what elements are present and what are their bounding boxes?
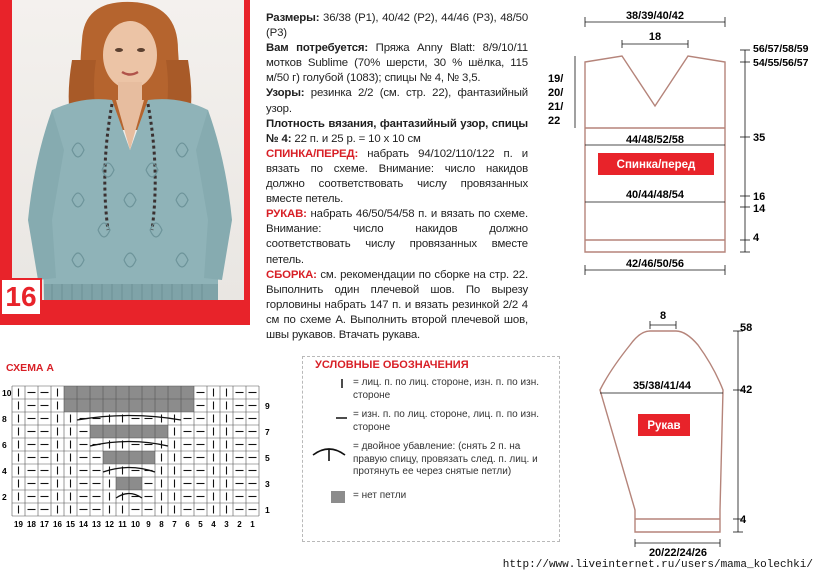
no-stitch-cell [116, 399, 129, 412]
no-stitch-cell [142, 399, 155, 412]
assembly-paragraph [266, 268, 528, 343]
assembly-text: см. рекомендации по сборке на стр. 22. Выполнить один плечевой шов. По вырезу горловины набрать 147 п. и вязать резинкой 2/2 4 см по схеме А. Выполнить второй плечевой шов, швы рукавов. Втачать рукава. [266, 268, 528, 341]
no-stitch-cell [129, 399, 142, 412]
sizes-label: Размеры: [266, 12, 320, 24]
column-label: 16 [53, 520, 62, 529]
no-stitch-cell [64, 386, 77, 399]
no-stitch-cell [129, 477, 142, 490]
no-stitch-cell [116, 451, 129, 464]
sleeve-rib-height-label: 4 [740, 514, 747, 526]
neck-depth-label-1: 19/ [548, 73, 564, 85]
row-label-right: 7 [265, 427, 270, 437]
instructions-text [266, 11, 528, 343]
column-label: 15 [66, 520, 75, 529]
armhole-height-label: 35 [753, 132, 766, 144]
neck-depth-label-3: 21/ [548, 101, 564, 113]
neck-depth-label-4: 22 [548, 115, 561, 127]
no-stitch-cell [142, 386, 155, 399]
row-label-right: 5 [265, 453, 270, 463]
legend-item-purl [309, 409, 559, 437]
shoulder-height-1-label: 56/57/58/59 [753, 43, 809, 55]
knit-stitch-icon [309, 377, 347, 401]
patterns-label: Узоры: [266, 87, 305, 100]
scheme-title: СХЕМА А [6, 362, 55, 374]
legend-text-purl: = изн. п. по лиц. стороне, лиц. п. по изн. стороне [353, 409, 539, 433]
photo-block [0, 0, 250, 325]
no-stitch-cell [155, 386, 168, 399]
density-paragraph [266, 117, 528, 147]
sleeve-total-height-label: 58 [740, 322, 753, 334]
column-label: 14 [79, 520, 88, 529]
sizes-paragraph [266, 11, 528, 41]
no-stitch-cell [90, 386, 103, 399]
row-label-left: 2 [2, 492, 7, 502]
no-stitch-cell [168, 386, 181, 399]
sizes-text: 36/38 (Р1), 40/42 (Р2), 44/46 (Р3), 48/50 (Р3) [266, 12, 528, 40]
row-label-right: 1 [265, 505, 270, 515]
no-stitch-cell [103, 399, 116, 412]
sleeve-paragraph [266, 207, 528, 267]
sleeve-upper-width-label: 35/38/41/44 [632, 380, 692, 392]
mark-16-label: 16 [753, 191, 766, 203]
column-label: 18 [27, 520, 36, 529]
no-stitch-cell [129, 386, 142, 399]
column-label: 10 [131, 520, 140, 529]
materials-text: Пряжа Anny Blatt: 8/9/10/11 мотков Sublime (70% шерсти, 30 % шёлка, 115 м/50 г) голубой (1083); спицы № 4, № 3,5. [266, 42, 528, 85]
sleeve-cap-top-label: 8 [659, 310, 667, 322]
scheme-a-chart [0, 356, 290, 536]
sleeve-label: РУКАВ: [266, 208, 307, 221]
no-stitch-cell [168, 399, 181, 412]
sleeve-label: Рукав [647, 420, 681, 432]
column-label: 4 [211, 520, 216, 529]
back-front-label: СПИНКА/ПЕРЕД: [266, 147, 359, 160]
materials-label: Вам потребуется: [266, 42, 369, 55]
no-stitch-cell [116, 386, 129, 399]
column-label: 17 [40, 520, 49, 529]
back-front-paragraph [266, 147, 528, 207]
legend-item-decrease [309, 441, 559, 483]
column-label: 12 [105, 520, 114, 529]
column-label: 5 [198, 520, 203, 529]
row-label-right: 9 [265, 401, 270, 411]
no-stitch-cell [64, 399, 77, 412]
legend-title: УСЛОВНЫЕ ОБОЗНАЧЕНИЯ [315, 359, 469, 371]
no-stitch-cell [77, 399, 90, 412]
patterns-text: резинка 2/2 (см. стр. 22), фантазийный узор. [266, 87, 528, 115]
legend-item-no-stitch [309, 490, 559, 508]
column-label: 2 [237, 520, 242, 529]
neck-depth-label-2: 20/ [548, 87, 564, 99]
top-width-label: 38/39/40/42 [625, 10, 685, 22]
waist-width-label: 40/44/48/54 [625, 189, 685, 201]
column-label: 19 [14, 520, 23, 529]
purl-stitch-icon [309, 409, 347, 433]
back-front-schematic [540, 0, 817, 290]
no-stitch-cell [90, 399, 103, 412]
no-stitch-cell [142, 425, 155, 438]
body-rib-height-label: 4 [753, 232, 760, 244]
back-front-text: набрать 94/102/110/122 п. и вязать по схеме. Внимание: число накидов должно соответствовать числу провязанных вместе петель. [266, 147, 528, 206]
assembly-label: СБОРКА: [266, 268, 317, 281]
no-stitch-icon [309, 490, 347, 514]
row-label-left: 8 [2, 414, 7, 424]
legend-text-decrease: = двойное убавление: (снять 2 п. на правую спицу, провязать след. п. лиц. и протянуть ее через снятые петли) [353, 441, 538, 477]
row-label-right: 3 [265, 479, 270, 489]
no-stitch-cell [155, 425, 168, 438]
row-label-left: 10 [2, 388, 12, 398]
column-label: 3 [224, 520, 229, 529]
no-stitch-cell [181, 386, 194, 399]
column-label: 6 [185, 520, 190, 529]
density-label: Плотность вязания, фантазийный узор, спицы № 4: [266, 117, 528, 145]
sleeve-cap-mark-label: 42 [740, 384, 753, 396]
legend-text-no-stitch: = нет петли [353, 490, 407, 501]
model-illustration [12, 0, 244, 300]
no-stitch-cell [103, 386, 116, 399]
source-url: http://www.liveinternet.ru/users/mama_kolechki/ [502, 559, 813, 571]
no-stitch-cell [77, 386, 90, 399]
patterns-paragraph [266, 86, 528, 116]
column-label: 1 [250, 520, 255, 529]
no-stitch-cell [142, 451, 155, 464]
legend-item-knit [309, 377, 559, 405]
double-decrease-icon [309, 441, 347, 465]
cuff-width-label: 20/22/24/26 [648, 547, 708, 559]
no-stitch-cell [181, 399, 194, 412]
scheme-grid [12, 386, 259, 516]
bottom-width-label: 42/46/50/56 [625, 258, 685, 270]
no-stitch-cell [103, 451, 116, 464]
no-stitch-cell [129, 425, 142, 438]
legend-text-knit: = лиц. п. по лиц. стороне, изн. п. по изн. стороне [353, 377, 539, 401]
column-label: 9 [146, 520, 151, 529]
column-label: 11 [118, 520, 127, 529]
chest-width-label: 44/48/52/58 [625, 134, 685, 146]
sleeve-text: набрать 46/50/54/58 п. и вязать по схеме. Внимание: число накидов должно соответствовать числу провязанных вместе петель. [266, 208, 528, 266]
row-label-left: 6 [2, 440, 7, 450]
column-label: 13 [92, 520, 101, 529]
piece-label: Спинка/перед [616, 159, 696, 171]
no-stitch-cell [90, 425, 103, 438]
pattern-number-badge: 16 [0, 278, 42, 316]
shoulder-height-2-label: 54/55/56/57 [753, 57, 809, 69]
materials-paragraph [266, 41, 528, 86]
density-text: 22 п. и 25 р. = 10 х 10 см [291, 132, 421, 145]
legend-box [302, 356, 560, 542]
neck-width-label: 18 [648, 31, 662, 43]
column-label: 8 [159, 520, 164, 529]
mark-14-label: 14 [753, 203, 766, 215]
no-stitch-cell [155, 399, 168, 412]
no-stitch-cell [116, 477, 129, 490]
sleeve-schematic [590, 305, 817, 560]
no-stitch-cell [129, 451, 142, 464]
row-label-left: 4 [2, 466, 7, 476]
column-label: 7 [172, 520, 177, 529]
no-stitch-cell [116, 425, 129, 438]
no-stitch-cell [103, 425, 116, 438]
model-photo [12, 0, 244, 300]
